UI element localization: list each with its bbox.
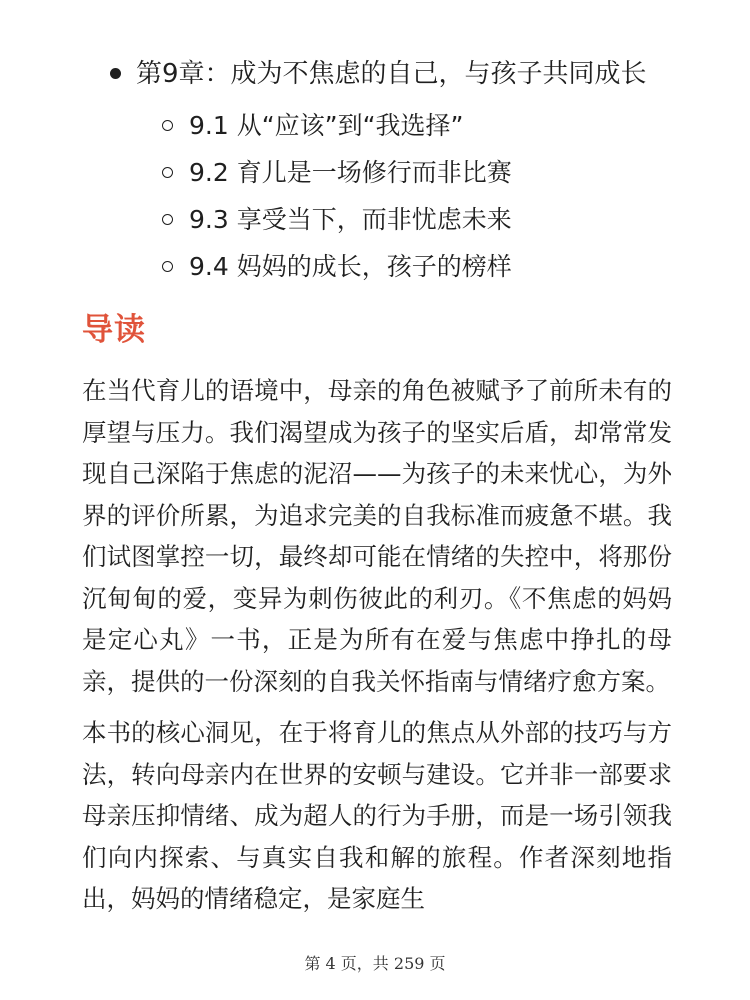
toc-chapter-title: 第9章：成为不焦虑的自己，与孩子共同成长 [136, 59, 647, 89]
paragraph: 本书的核心洞见，在于将育儿的焦点从外部的技巧与方法，转向母亲内在世界的安顿与建设。它并非一部要求母亲压抑情绪、成为超人的行为手册，而是一场引领我们向内探索、与真实自我和解的旅程。作者深刻地指出，妈妈的情绪稳定，是家庭生 [82, 718, 672, 913]
toc-section-item[interactable] [162, 196, 710, 243]
bullet-circle-icon [162, 214, 173, 225]
toc-section-item[interactable] [162, 102, 710, 149]
bullet-circle-icon [162, 167, 173, 178]
paragraph: 在当代育儿的语境中，母亲的角色被赋予了前所未有的厚望与压力。我们渴望成为孩子的坚实后盾，却常常发现自己深陷于焦虑的泥沼——为孩子的未来忧心，为外界的评价所累，为追求完美的自我标准而疲惫不堪。我们试图掌控一切，最终却可能在情绪的失控中，将那份沉甸甸的爱，变异为刺伤彼此的利刃。《不焦虑的妈妈是定心丸》一书，正是为所有在爱与焦虑中挣扎的母亲，提供的一份深刻的自我关怀指南与情绪疗愈方案。 [82, 376, 672, 696]
toc-section-item[interactable] [162, 243, 710, 290]
table-of-contents [110, 52, 710, 290]
toc-section-title: 9.3 享受当下，而非忧虑未来 [189, 205, 512, 234]
bullet-circle-icon [162, 261, 173, 272]
page-number-footer: 第 4 页，共 259 页 [304, 954, 446, 973]
toc-section-title: 9.2 育儿是一场修行而非比赛 [189, 158, 512, 187]
bullet-circle-icon [162, 120, 173, 131]
toc-section-title: 9.1 从“应该”到“我选择” [189, 111, 464, 140]
bullet-dot-icon [110, 68, 121, 79]
section-heading: 导读 [82, 312, 146, 348]
toc-chapter-item[interactable] [110, 52, 710, 96]
toc-section-list [110, 102, 710, 290]
body-text [82, 370, 672, 930]
toc-section-item[interactable] [162, 149, 710, 196]
toc-section-title: 9.4 妈妈的成长，孩子的榜样 [189, 252, 512, 281]
